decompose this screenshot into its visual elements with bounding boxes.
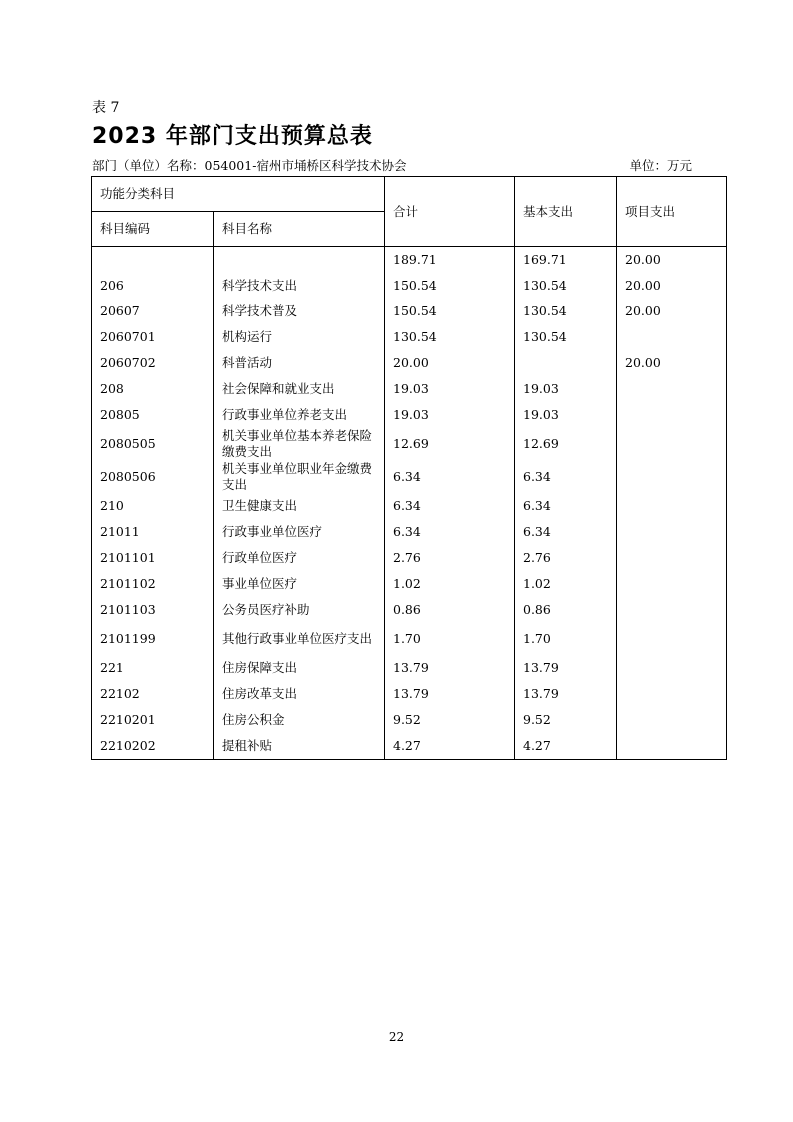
basic-expense-cell: 9.52: [515, 707, 617, 733]
subject-name-cell: 社会保障和就业支出: [214, 376, 385, 402]
subject-code-cell: 2080506: [92, 461, 214, 494]
table-row: [92, 402, 727, 428]
subject-name-cell: 科普活动: [214, 350, 385, 376]
subject-code-cell: 2101101: [92, 545, 214, 571]
table-row: [92, 545, 727, 571]
subject-name-cell: 公务员医疗补助: [214, 597, 385, 623]
total-cell: 150.54: [385, 299, 515, 325]
project-expense-cell: [617, 597, 727, 623]
total-cell: 12.69: [385, 428, 515, 461]
subject-name-cell: 行政事业单位医疗: [214, 519, 385, 545]
subject-code-cell: 2210201: [92, 707, 214, 733]
total-cell: 6.34: [385, 494, 515, 520]
project-expense-cell: [617, 402, 727, 428]
basic-expense-cell: 0.86: [515, 597, 617, 623]
table-row: [92, 350, 727, 376]
subject-name-cell: 提租补贴: [214, 733, 385, 759]
basic-expense-cell: 130.54: [515, 273, 617, 299]
subject-name-cell: 科学技术支出: [214, 273, 385, 299]
subject-code-cell: 2101102: [92, 571, 214, 597]
total-cell: 20.00: [385, 350, 515, 376]
table-row: [92, 571, 727, 597]
subject-name-cell: 事业单位医疗: [214, 571, 385, 597]
basic-expense-cell: 6.34: [515, 494, 617, 520]
total-cell: 189.71: [385, 247, 515, 273]
subject-code-cell: 2101103: [92, 597, 214, 623]
subject-code-cell: 2080505: [92, 428, 214, 461]
table-label: 表 7: [92, 100, 120, 116]
page-number: 22: [388, 1030, 405, 1044]
subject-name-cell: 机关事业单位基本养老保险缴费支出: [214, 428, 385, 461]
basic-expense-cell: 2.76: [515, 545, 617, 571]
document-title: 2023 年部门支出预算总表: [92, 124, 373, 149]
project-expense-cell: [617, 519, 727, 545]
project-expense-cell: [617, 461, 727, 494]
table-row: [92, 597, 727, 623]
subject-code-header: 科目编码: [92, 212, 214, 247]
basic-expense-cell: 13.79: [515, 681, 617, 707]
table-row: [92, 247, 727, 273]
table-row: [92, 376, 727, 402]
subject-name-cell: 其他行政事业单位医疗支出: [214, 623, 385, 656]
subject-name-cell: [214, 247, 385, 273]
subject-name-cell: 住房公积金: [214, 707, 385, 733]
basic-expense-cell: 12.69: [515, 428, 617, 461]
total-cell: 0.86: [385, 597, 515, 623]
subject-code-cell: 221: [92, 656, 214, 682]
project-expense-cell: 20.00: [617, 350, 727, 376]
subject-name-cell: 机关事业单位职业年金缴费支出: [214, 461, 385, 494]
subject-code-cell: 2101199: [92, 623, 214, 656]
currency-unit: 单位：万元: [629, 158, 692, 173]
subject-name-cell: 住房改革支出: [214, 681, 385, 707]
basic-expense-cell: 1.70: [515, 623, 617, 656]
basic-expense-cell: [515, 350, 617, 376]
total-cell: 150.54: [385, 273, 515, 299]
subject-code-cell: 20607: [92, 299, 214, 325]
total-cell: 9.52: [385, 707, 515, 733]
subject-name-cell: 机构运行: [214, 324, 385, 350]
project-expense-cell: [617, 376, 727, 402]
subject-code-cell: 2060701: [92, 324, 214, 350]
table-row: [92, 623, 727, 656]
subject-name-header: 科目名称: [214, 212, 385, 247]
total-cell: 130.54: [385, 324, 515, 350]
basic-expense-cell: 19.03: [515, 402, 617, 428]
total-cell: 1.02: [385, 571, 515, 597]
project-expense-cell: 20.00: [617, 273, 727, 299]
subject-name-cell: 行政单位医疗: [214, 545, 385, 571]
subject-code-cell: 210: [92, 494, 214, 520]
project-expense-cell: [617, 494, 727, 520]
project-expense-cell: [617, 571, 727, 597]
subject-code-cell: 21011: [92, 519, 214, 545]
basic-expense-cell: 130.54: [515, 299, 617, 325]
project-expense-cell: 20.00: [617, 299, 727, 325]
basic-expense-cell: 169.71: [515, 247, 617, 273]
subject-code-cell: 2210202: [92, 733, 214, 759]
table-row: [92, 707, 727, 733]
project-expense-cell: [617, 707, 727, 733]
table-row: [92, 273, 727, 299]
basic-expense-cell: 1.02: [515, 571, 617, 597]
project-expense-cell: [617, 656, 727, 682]
subject-code-cell: 22102: [92, 681, 214, 707]
subject-code-cell: [92, 247, 214, 273]
total-cell: 19.03: [385, 402, 515, 428]
subject-code-cell: 206: [92, 273, 214, 299]
basic-expense-cell: 6.34: [515, 519, 617, 545]
budget-table: [91, 176, 727, 760]
total-cell: 6.34: [385, 519, 515, 545]
basic-expense-cell: 13.79: [515, 656, 617, 682]
subject-name-cell: 卫生健康支出: [214, 494, 385, 520]
subject-code-cell: 2060702: [92, 350, 214, 376]
project-expense-cell: [617, 681, 727, 707]
subject-code-cell: 20805: [92, 402, 214, 428]
project-expense-header: 项目支出: [617, 177, 727, 247]
basic-expense-cell: 6.34: [515, 461, 617, 494]
project-expense-cell: [617, 623, 727, 656]
subject-name-cell: 科学技术普及: [214, 299, 385, 325]
table-row: [92, 519, 727, 545]
total-header: 合计: [385, 177, 515, 247]
subject-name-cell: 行政事业单位养老支出: [214, 402, 385, 428]
basic-expense-cell: 19.03: [515, 376, 617, 402]
table-row: [92, 324, 727, 350]
table-row: [92, 299, 727, 325]
total-cell: 6.34: [385, 461, 515, 494]
table-row: [92, 656, 727, 682]
subject-name-cell: 住房保障支出: [214, 656, 385, 682]
total-cell: 13.79: [385, 656, 515, 682]
project-expense-cell: [617, 733, 727, 759]
total-cell: 2.76: [385, 545, 515, 571]
basic-expense-cell: 4.27: [515, 733, 617, 759]
table-row: [92, 461, 727, 494]
department-name: 部门（单位）名称：054001-宿州市埇桥区科学技术协会: [92, 158, 407, 173]
project-expense-cell: 20.00: [617, 247, 727, 273]
project-expense-cell: [617, 428, 727, 461]
total-cell: 19.03: [385, 376, 515, 402]
subject-code-cell: 208: [92, 376, 214, 402]
total-cell: 1.70: [385, 623, 515, 656]
basic-expense-header: 基本支出: [515, 177, 617, 247]
table-row: [92, 494, 727, 520]
project-expense-cell: [617, 324, 727, 350]
table-row: [92, 681, 727, 707]
function-category-header: 功能分类科目: [92, 177, 385, 212]
project-expense-cell: [617, 545, 727, 571]
total-cell: 4.27: [385, 733, 515, 759]
total-cell: 13.79: [385, 681, 515, 707]
table-row: [92, 733, 727, 759]
unit-line: [92, 156, 692, 174]
table-row: [92, 428, 727, 461]
basic-expense-cell: 130.54: [515, 324, 617, 350]
